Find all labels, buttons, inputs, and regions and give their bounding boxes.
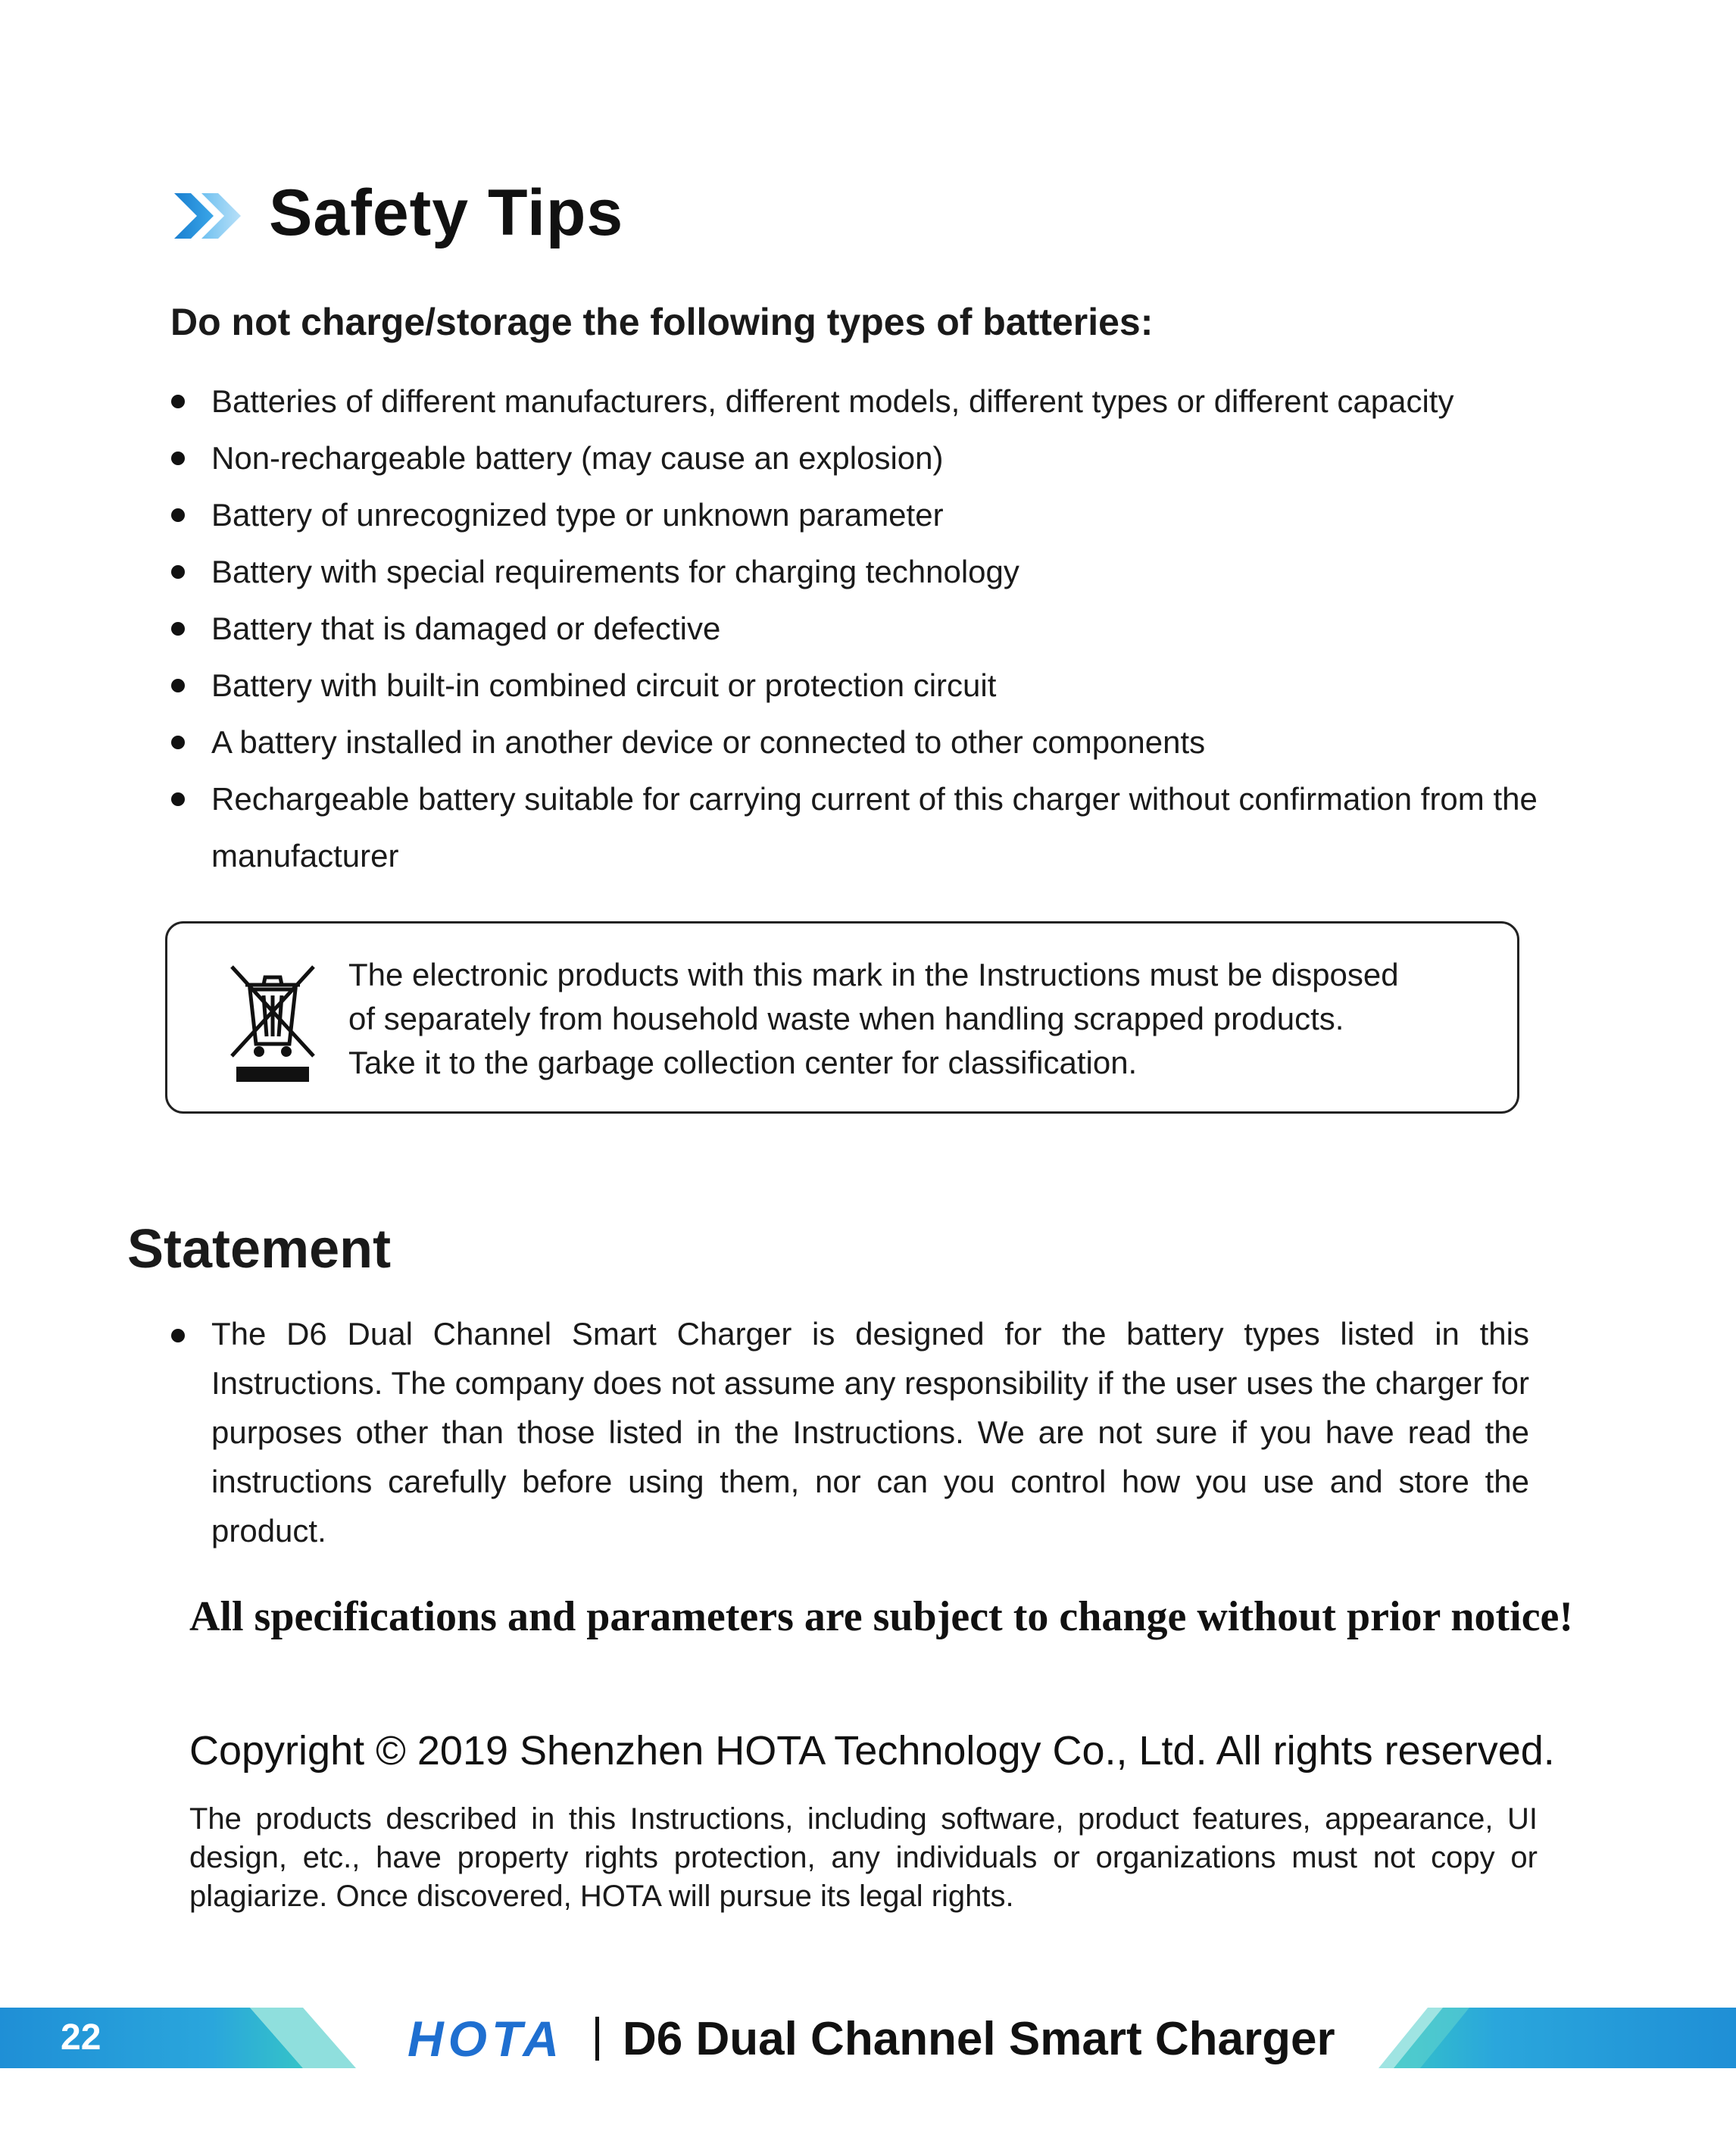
bullet-icon xyxy=(171,792,185,806)
list-item xyxy=(168,430,1569,486)
list-item-text: A battery installed in another device or connected to other components xyxy=(211,724,1206,760)
list-item xyxy=(168,714,1569,770)
bullet-icon xyxy=(171,452,185,465)
bullet-icon xyxy=(171,395,185,408)
svg-text:HOTA: HOTA xyxy=(407,2012,564,2067)
list-item xyxy=(168,657,1569,714)
battery-tips-list xyxy=(168,373,1569,884)
double-chevron-icon xyxy=(174,189,250,242)
bullet-icon xyxy=(171,679,185,692)
page-number: 22 xyxy=(61,2017,101,2058)
list-item-text: Non-rechargeable battery (may cause an explosion) xyxy=(211,440,944,476)
change-notice: All specifications and parameters are subject to change without prior notice! xyxy=(189,1593,1574,1640)
bullet-icon xyxy=(171,565,185,579)
footer-divider xyxy=(595,2017,599,2061)
bullet-icon xyxy=(171,736,185,749)
list-item-text: Batteries of different manufacturers, different models, different types or different capacity xyxy=(211,383,1454,419)
list-item xyxy=(168,486,1569,543)
bullet-icon xyxy=(171,622,185,636)
section-subheading: Do not charge/storage the following types of batteries: xyxy=(170,301,1154,343)
list-item xyxy=(168,543,1569,600)
product-name: D6 Dual Channel Smart Charger xyxy=(623,2013,1335,2065)
list-item-text: Battery with special requirements for charging technology xyxy=(211,554,1019,589)
list-item-text: Battery of unrecognized type or unknown parameter xyxy=(211,497,944,533)
bullet-icon xyxy=(171,1329,185,1342)
weee-line: The electronic products with this mark in the Instructions must be disposed xyxy=(348,957,1399,992)
list-item-text: Battery that is damaged or defective xyxy=(211,611,721,646)
page-title: Safety Tips xyxy=(269,177,624,249)
list-item-text: Rechargeable battery suitable for carrying current of this charger without confirmation from the manufacturer xyxy=(211,781,1538,873)
rights-text: The products described in this Instructions, including software, product features, appearance, UI design, etc., have property rights protection, any individuals or organizations must not copy or plagiarize. Once discovered, HOTA will pursue its legal rights. xyxy=(189,1802,1538,1913)
hota-logo xyxy=(407,2012,576,2067)
weee-crossed-bin-icon xyxy=(227,961,318,1082)
statement-title: Statement xyxy=(127,1219,392,1280)
weee-notice-text xyxy=(348,953,1485,1085)
weee-line: Take it to the garbage collection center for classification. xyxy=(348,1045,1138,1080)
copyright-line: Copyright © 2019 Shenzhen HOTA Technology Co., Ltd. All rights reserved. xyxy=(189,1728,1555,1774)
list-item-text: Battery with built-in combined circuit or protection circuit xyxy=(211,667,997,703)
list-item xyxy=(168,770,1569,884)
list-item xyxy=(168,373,1569,430)
list-item xyxy=(168,600,1569,657)
weee-line: of separately from household waste when handling scrapped products. xyxy=(348,1001,1344,1036)
statement-text: The D6 Dual Channel Smart Charger is designed for the battery types listed in this Instructions. The company does not assume any responsibility if the user uses the charger for purposes other than those listed in the Instructions. We are not sure if you have read the instructions carefully before using them, nor can you control how you use and store the product. xyxy=(211,1316,1529,1549)
bullet-icon xyxy=(171,508,185,522)
